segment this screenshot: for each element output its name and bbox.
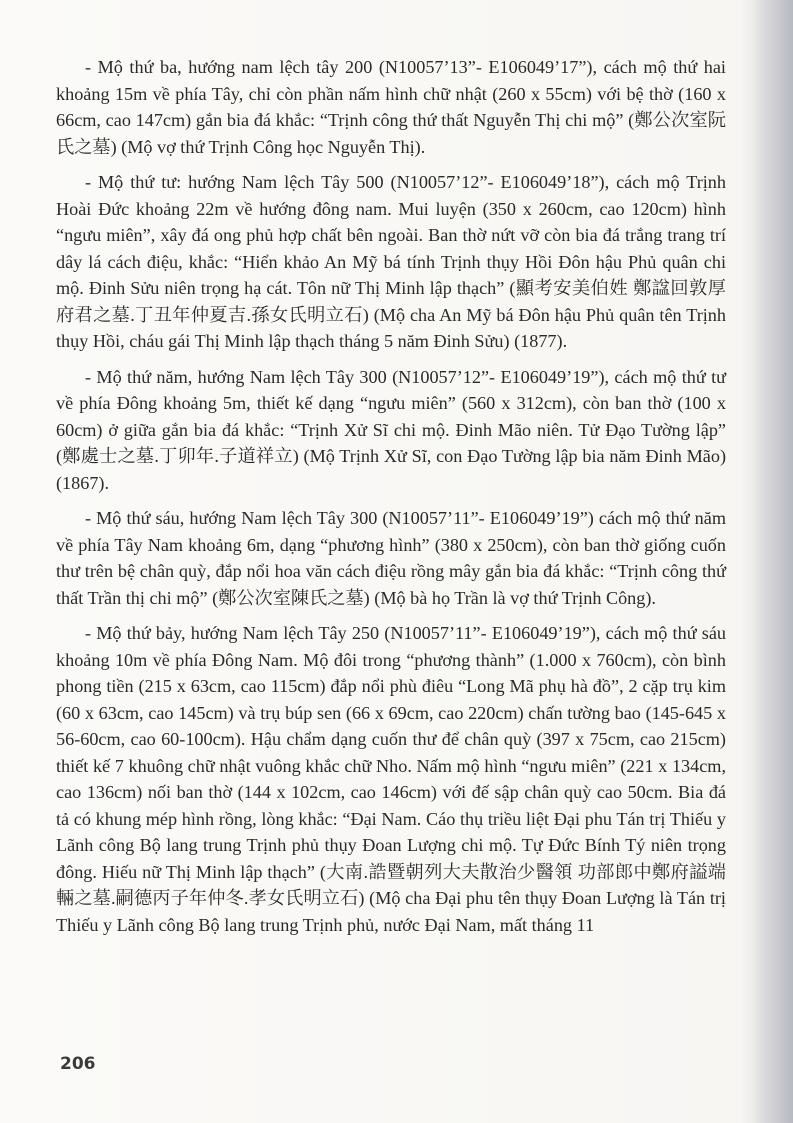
paragraph-tomb-6: - Mộ thứ sáu, hướng Nam lệch Tây 300 (N10057’11”- E106049’19”) cách mộ thứ năm về phía Tây Nam khoảng 6m, dạng “phương hình” (380 x 250cm), còn ban thờ giống cuốn thư trên bệ chân quỳ, đắp nổi hoa văn cách điệu rồng mây gắn bia đá khắc: “Trịnh công thứ thất Trần thị chi mộ” (鄭公次室陳氏之墓) (Mộ bà họ Trần là vợ thứ Trịnh Công). [56, 508, 726, 608]
page-body [56, 54, 726, 947]
paragraph-tomb-5: - Mộ thứ năm, hướng Nam lệch Tây 300 (N10057’12”- E106049’19”), cách mộ thứ tư về phía Đông khoảng 5m, thiết kế dạng “ngưu miên” (560 x 312cm), còn ban thờ (100 x 60cm) ở giữa gắn bia đá khắc: “Trịnh Xử Sĩ chi mộ. Đinh Mão niên. Tử Đạo Tường lập” (鄭處士之墓.丁卯年.子道祥立) (Mộ Trịnh Xử Sĩ, con Đạo Tường lập bia năm Đinh Mão) (1867). [56, 366, 726, 493]
paragraph-tomb-4: - Mộ thứ tư: hướng Nam lệch Tây 500 (N10057’12”- E106049’18”), cách mộ Trịnh Hoài Đức khoảng 22m về hướng đông nam. Mui luyện (350 x 260cm, cao 120cm) hình “ngưu miên”, xây đá ong phủ hợp chất bên ngoài. Ban thờ nứt vỡ còn bia đá trắng trang trí dây lá cách điệu, khắc: “Hiển khảo An Mỹ bá tính Trịnh thụy Hồi Đôn hậu Phủ quân chi mộ. Đinh Sửu niên trọng hạ cát. Tôn nữ Thị Minh lập thạch” (顯考安美伯姓 鄭諡回敦厚府君之墓.丁丑年仲夏吉.孫女氏明立石) (Mộ cha An Mỹ bá Đôn hậu Phủ quân tên Trịnh thụy Hồi, cháu gái Thị Minh lập thạch tháng 5 năm Đinh Sửu) (1877). [56, 172, 726, 351]
paragraph-tomb-7: - Mộ thứ bảy, hướng Nam lệch Tây 250 (N10057’11”- E106049’19”), cách mộ thứ sáu khoảng 10m về phía Đông Nam. Mộ đôi trong “phương thành” (1.000 x 760cm), còn bình phong tiền (215 x 63cm, cao 115cm) đắp nổi phù điêu “Long Mã phụ hà đồ”, 2 cặp trụ kim (60 x 63cm, cao 145cm) và trụ búp sen (66 x 69cm, cao 220cm) chấn tường bao (145-645 x 56-60cm, cao 60-100cm). Hậu chẩm dạng cuốn thư để chân quỳ (397 x 75cm, cao 215cm) thiết kế 7 khuông chữ nhật vuông khắc chữ Nho. Nấm mộ hình “ngưu miên” (221 x 134cm, cao 136cm) nối ban thờ (144 x 102cm, cao 146cm) với đế sập chân quỳ cao 50cm. Bia đá tả có khung mép hình rồng, lòng khắc: “Đại Nam. Cáo thụ triều liệt Đại phu Tán trị Thiếu y Lãnh công Bộ lang trung Trịnh phủ thụy Đoan Lượng chi mộ. Tự Đức Bính Tý niên trọng đông. Hiếu nữ Thị Minh lập thạch” (大南.誥暨朝列大夫散治少醫領 功部郎中鄭府謚端輛之墓.嗣德丙子年仲冬.孝女氏明立石) (Mộ cha Đại phu tên thụy Đoan Lượng là Tán trị Thiếu y Lãnh công Bộ lang trung Trịnh phủ, nước Đại Nam, mất tháng 11 [56, 623, 726, 935]
paragraph-tomb-3: - Mộ thứ ba, hướng nam lệch tây 200 (N10057’13”- E106049’17”), cách mộ thứ hai khoảng 15m về phía Tây, chỉ còn phần nấm hình chữ nhật (260 x 55cm) với bệ thờ (160 x 66cm, cao 147cm) gắn bia đá khắc: “Trịnh công thứ thất Nguyễn Thị chi mộ” (鄭公次室阮氏之墓) (Mộ vợ thứ Trịnh Công học Nguyễn Thị). [56, 57, 726, 157]
page-number: 206 [60, 1054, 96, 1074]
page-edge-shadow [753, 0, 793, 1123]
